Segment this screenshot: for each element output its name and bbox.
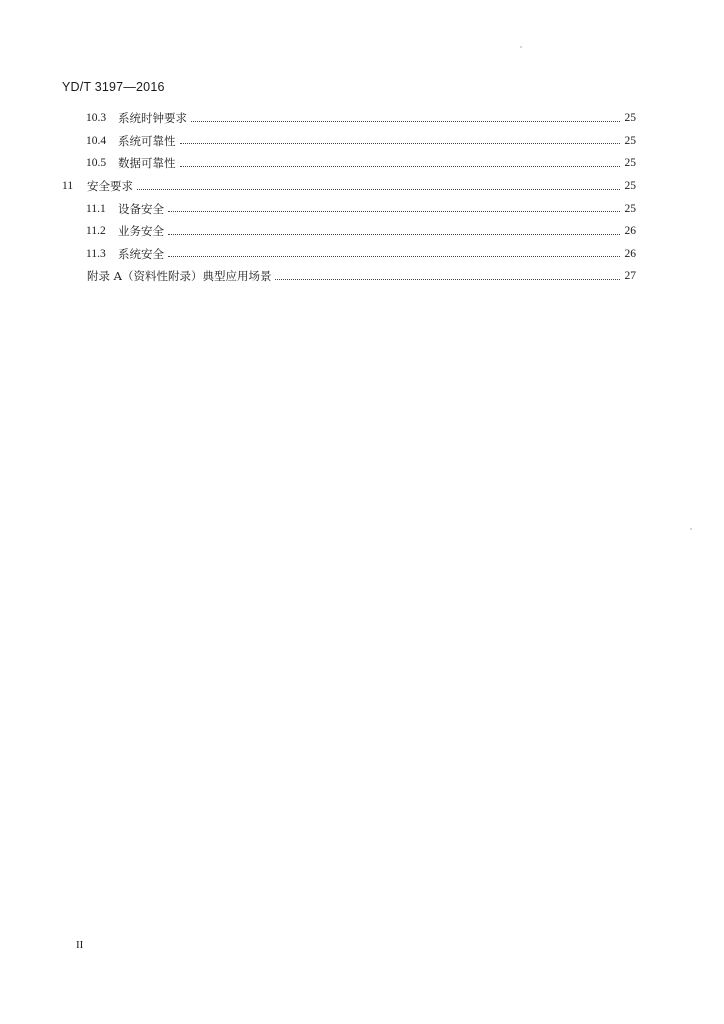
toc-entry-title: 系统安全 xyxy=(118,246,164,261)
dot-leader xyxy=(168,224,620,235)
toc-entry xyxy=(62,107,636,130)
toc-entry xyxy=(62,175,636,198)
toc-entry-number: 11.2 xyxy=(86,225,106,238)
table-of-contents xyxy=(62,107,636,288)
toc-entry-page: 25 xyxy=(624,202,636,215)
toc-entry xyxy=(62,130,636,153)
toc-entry-page: 27 xyxy=(624,270,636,283)
toc-entry-title: 系统可靠性 xyxy=(118,133,176,148)
toc-entry-number: 10.3 xyxy=(86,112,107,125)
toc-entry-number: 11.1 xyxy=(86,202,106,215)
toc-entry-number: 10.4 xyxy=(86,134,107,147)
toc-entry-page: 25 xyxy=(624,112,636,125)
toc-entry-page: 26 xyxy=(624,247,636,260)
document-id-header: YD/T 3197—2016 xyxy=(62,80,165,94)
toc-entry xyxy=(62,152,636,175)
toc-entry-number: 10.5 xyxy=(86,157,107,170)
dot-leader xyxy=(180,133,621,144)
dot-leader xyxy=(275,269,620,280)
toc-entry-page: 25 xyxy=(624,134,636,147)
scan-speck xyxy=(520,46,522,48)
dot-leader xyxy=(137,179,620,190)
toc-entry-appendix xyxy=(62,265,636,288)
toc-entry-title: 安全要求 xyxy=(87,179,133,194)
toc-entry-title: 附录 A（资料性附录）典型应用场景 xyxy=(87,269,272,284)
toc-entry-page: 25 xyxy=(624,157,636,170)
toc-entry xyxy=(62,243,636,266)
toc-entry-title: 设备安全 xyxy=(118,201,164,216)
scan-speck xyxy=(690,528,692,530)
toc-entry-title: 数据可靠性 xyxy=(118,156,176,171)
page-number-footer: II xyxy=(76,939,84,951)
toc-entry xyxy=(62,220,636,243)
toc-entry xyxy=(62,197,636,220)
toc-entry-number: 11.3 xyxy=(86,247,106,260)
dot-leader xyxy=(168,246,620,257)
dot-leader xyxy=(180,156,621,167)
dot-leader xyxy=(168,201,620,212)
toc-entry-page: 25 xyxy=(624,180,636,193)
dot-leader xyxy=(191,111,620,122)
toc-entry-number: 11 xyxy=(62,180,74,193)
toc-entry-page: 26 xyxy=(624,225,636,238)
toc-entry-title: 系统时钟要求 xyxy=(118,111,187,126)
toc-entry-title: 业务安全 xyxy=(118,224,164,239)
